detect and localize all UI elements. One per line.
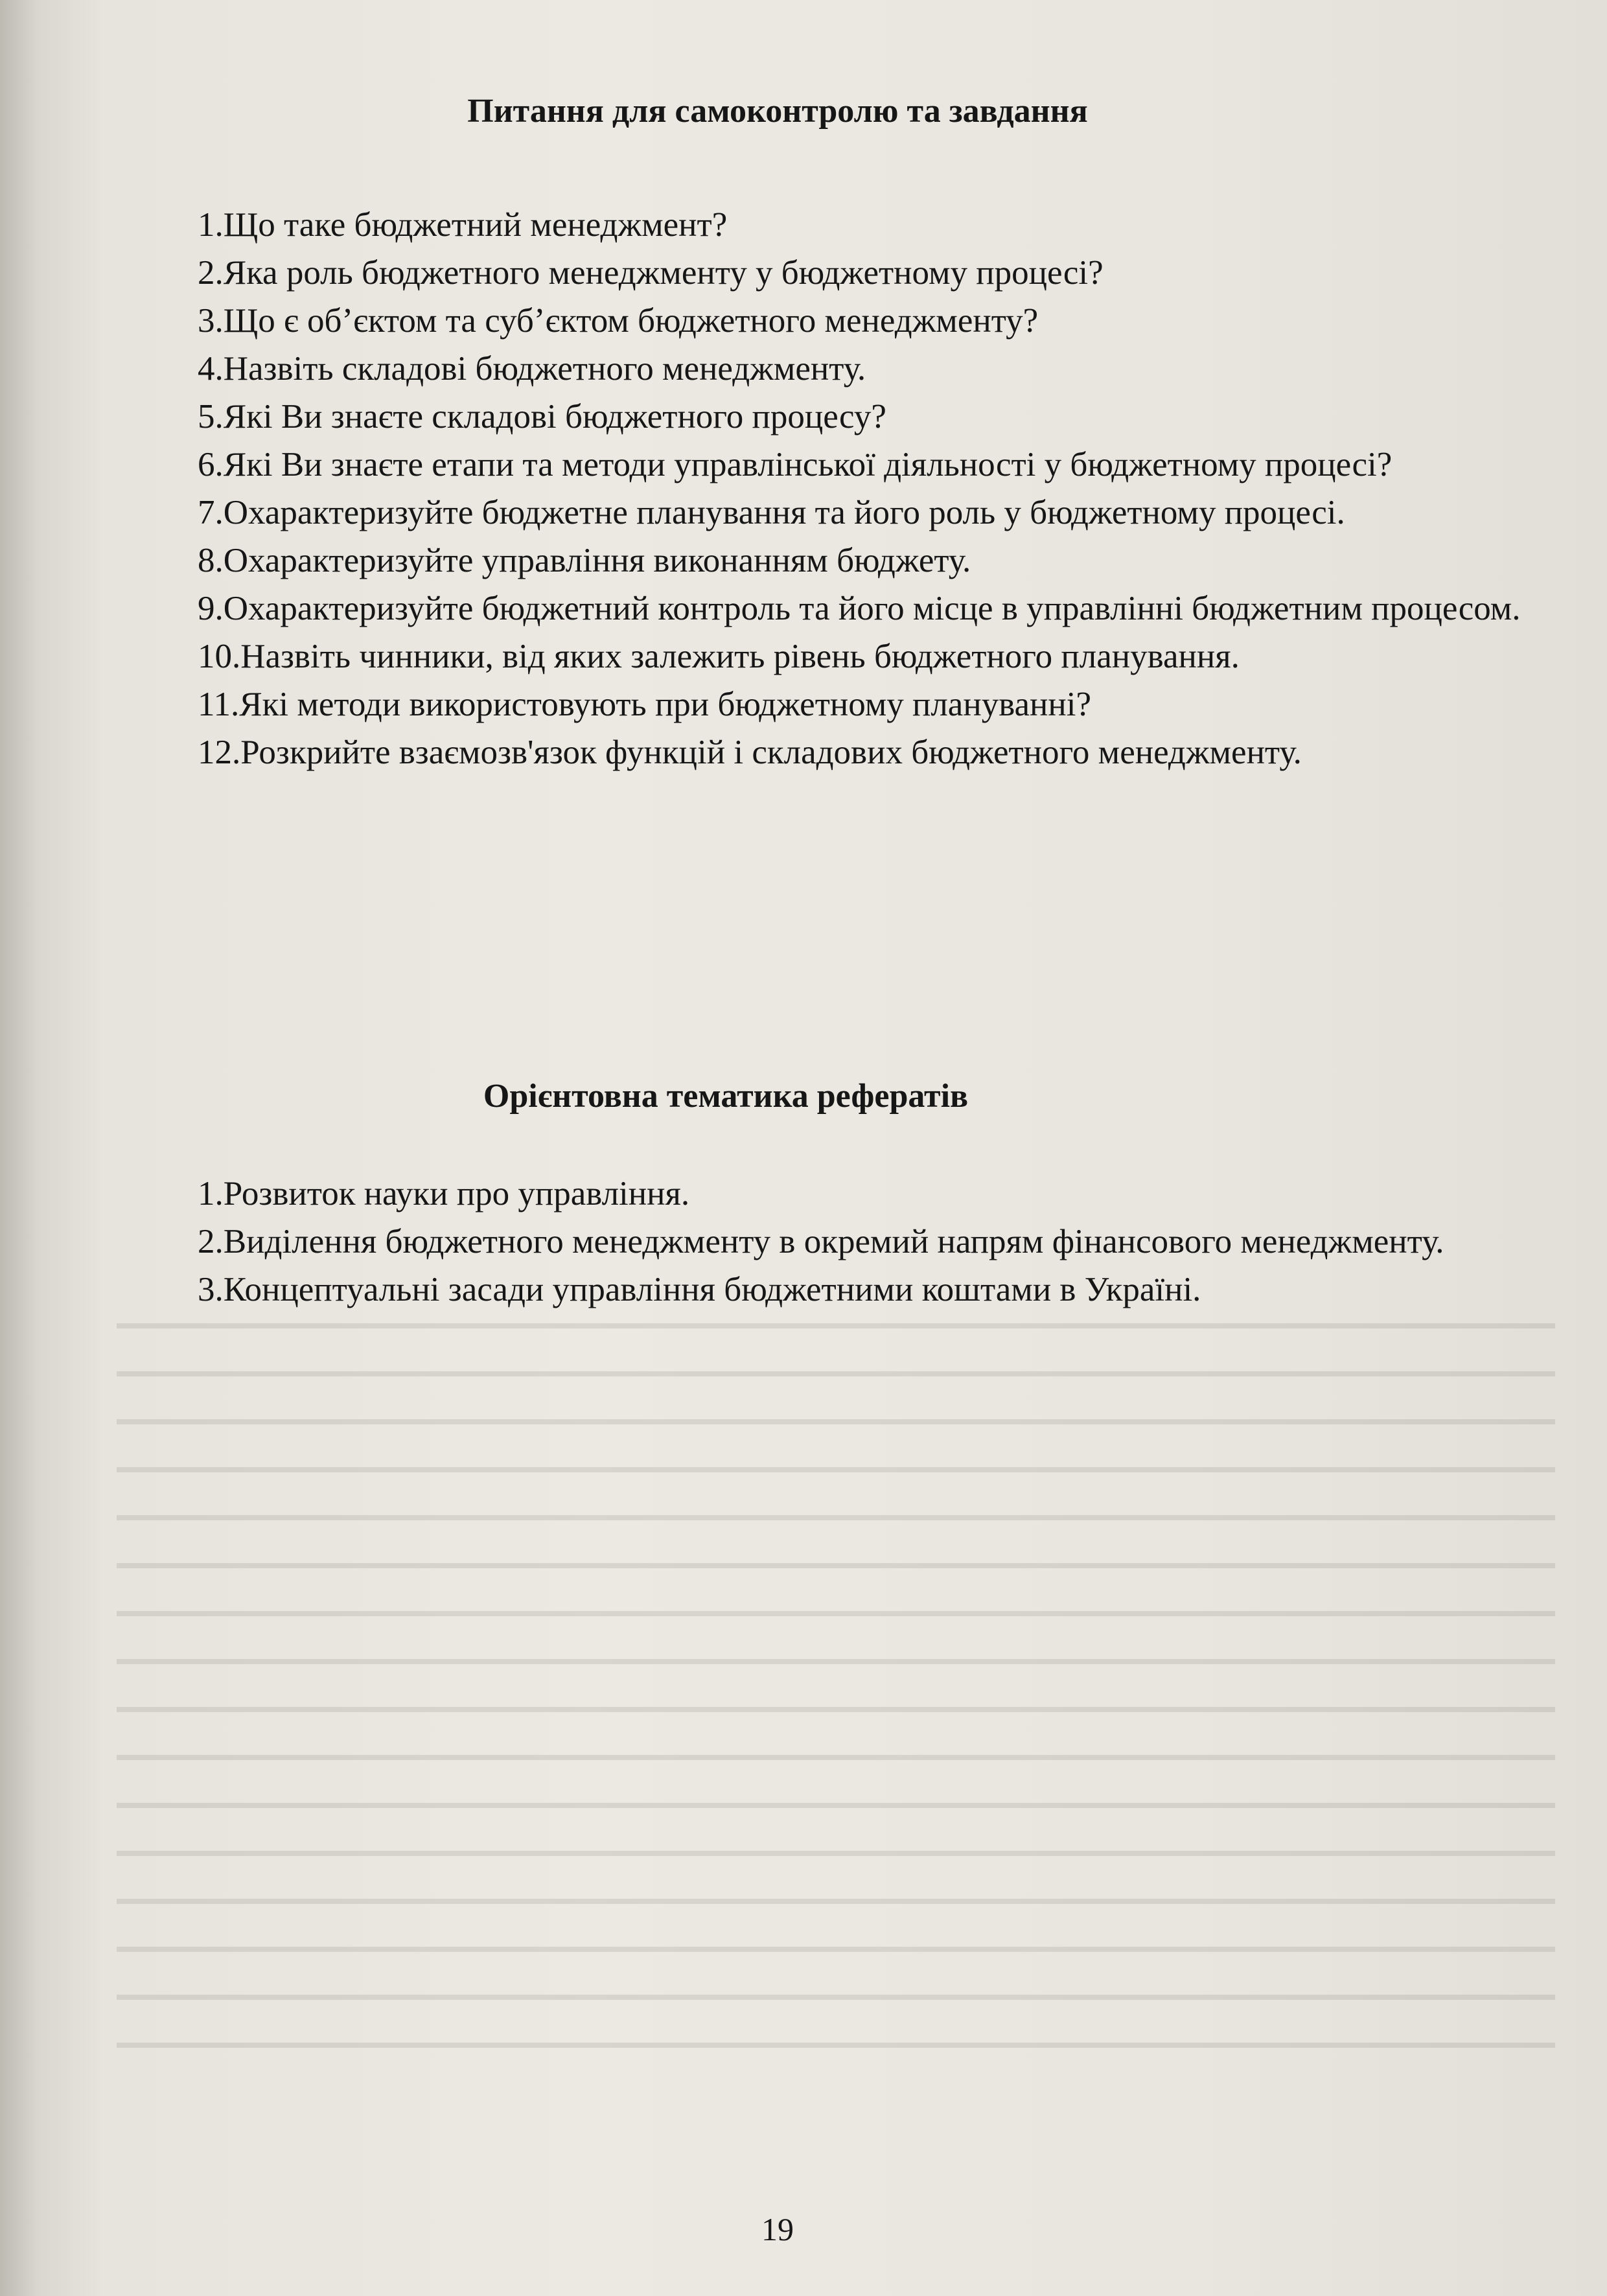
item-text: Які Ви знаєте етапи та методи управлінської діяльності у бюджетному процесі? bbox=[223, 446, 1393, 483]
item-text: Що таке бюджетний менеджмент? bbox=[223, 206, 728, 244]
item-number: 4. bbox=[198, 350, 224, 388]
item-text: Розкрийте взаємозв'язок функцій і складових бюджетного менеджменту. bbox=[240, 734, 1302, 771]
item-text: Які методи використовують при бюджетному плануванні? bbox=[239, 686, 1092, 723]
list-item bbox=[23, 585, 1529, 632]
list-item bbox=[23, 537, 1529, 585]
list-item bbox=[23, 201, 1529, 249]
item-text: Концептуальні засади управління бюджетними коштами в Україні. bbox=[223, 1271, 1201, 1308]
list-item bbox=[23, 632, 1529, 680]
item-text: Що є об’єктом та суб’єктом бюджетного менеджменту? bbox=[223, 302, 1039, 340]
list-item bbox=[23, 1170, 1529, 1218]
item-number: 8. bbox=[198, 542, 224, 579]
item-number: 3. bbox=[198, 1271, 224, 1308]
item-text: Які Ви знаєте складові бюджетного процесу? bbox=[223, 398, 886, 435]
essay-topics-list bbox=[23, 1170, 1529, 1314]
self-control-questions-list bbox=[23, 201, 1529, 776]
item-text: Назвіть чинники, від яких залежить рівень бюджетного планування. bbox=[240, 638, 1240, 675]
item-text: Охарактеризуйте бюджетний контроль та його місце в управлінні бюджетним процесом. bbox=[223, 590, 1521, 627]
list-item bbox=[23, 680, 1529, 728]
item-text: Охарактеризуйте бюджетне планування та його роль у бюджетному процесі. bbox=[223, 494, 1345, 531]
section-title-self-control: Питання для самоконтролю та завдання bbox=[467, 93, 1088, 130]
list-item bbox=[23, 345, 1529, 393]
item-number: 9. bbox=[198, 590, 224, 627]
list-item bbox=[23, 393, 1529, 441]
item-number: 1. bbox=[198, 206, 224, 244]
list-item bbox=[23, 489, 1529, 537]
item-number: 12. bbox=[198, 734, 241, 771]
list-item bbox=[23, 249, 1529, 297]
item-number: 11. bbox=[198, 686, 240, 723]
item-text: Виділення бюджетного менеджменту в окремий напрям фінансового менеджменту. bbox=[223, 1223, 1444, 1260]
list-item bbox=[23, 1218, 1529, 1266]
item-number: 5. bbox=[198, 398, 224, 435]
list-item bbox=[23, 441, 1529, 489]
list-item bbox=[23, 1266, 1529, 1314]
item-number: 3. bbox=[198, 302, 224, 340]
item-text: Яка роль бюджетного менеджменту у бюджетному процесі? bbox=[223, 254, 1104, 292]
item-number: 1. bbox=[198, 1175, 224, 1212]
section-title-essay-topics: Орієнтовна тематика рефератів bbox=[483, 1078, 969, 1115]
item-text: Розвиток науки про управління. bbox=[223, 1175, 690, 1212]
item-text: Назвіть складові бюджетного менеджменту. bbox=[223, 350, 866, 388]
item-text: Охарактеризуйте управління виконанням бюджету. bbox=[223, 542, 971, 579]
item-number: 6. bbox=[198, 446, 224, 483]
item-number: 2. bbox=[198, 254, 224, 292]
list-item bbox=[23, 297, 1529, 345]
item-number: 7. bbox=[198, 494, 224, 531]
item-number: 2. bbox=[198, 1223, 224, 1260]
item-number: 10. bbox=[198, 638, 241, 675]
page-number: 19 bbox=[761, 2211, 794, 2247]
bleed-through-text bbox=[117, 1290, 1555, 2080]
list-item bbox=[23, 728, 1529, 776]
